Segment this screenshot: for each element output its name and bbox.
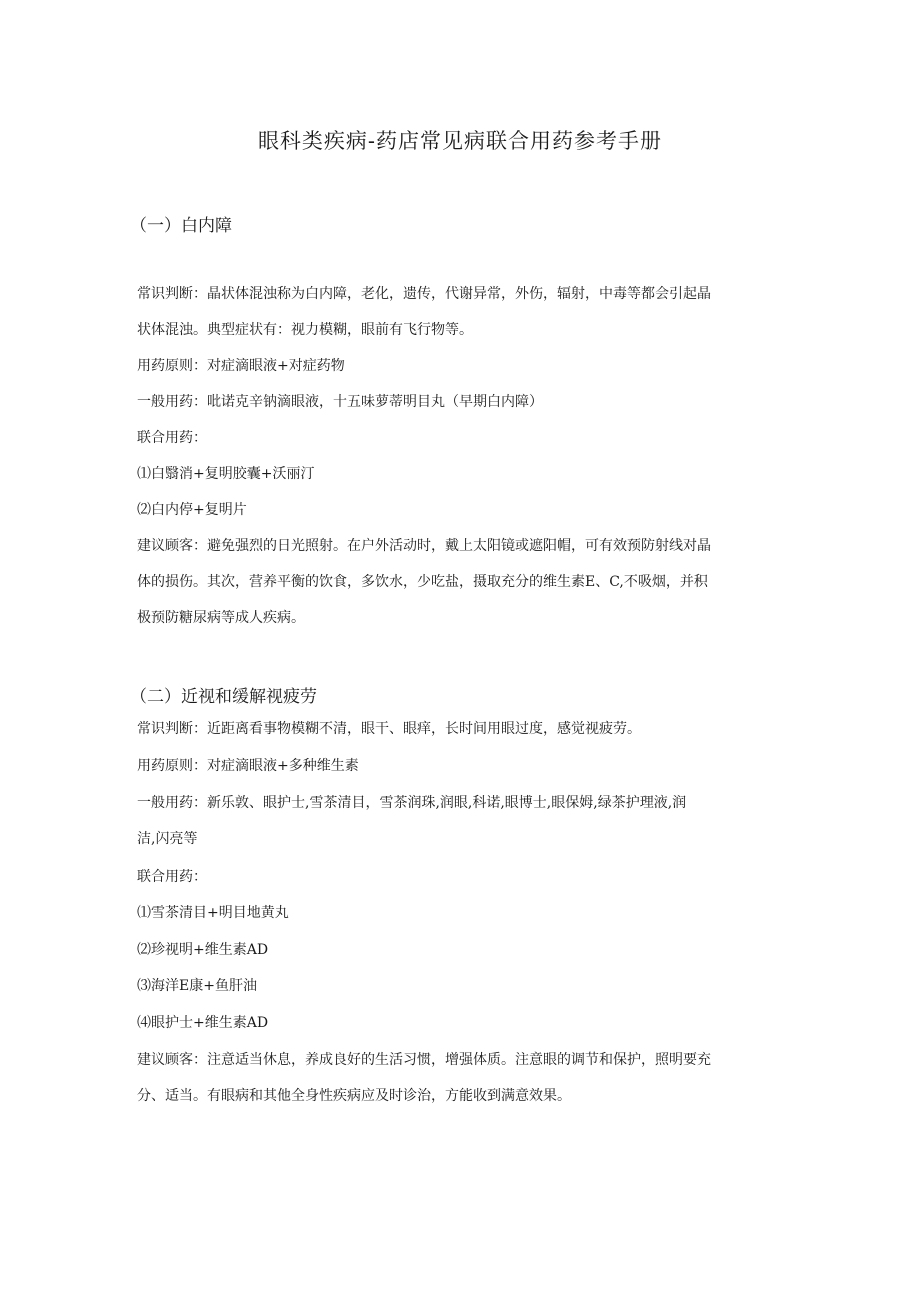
- combination-item: ⑶海洋E康+鱼肝油: [137, 978, 257, 994]
- general-medication: 一般用药：新乐敦、眼护士,雪茶清目，雪茶润珠,润眼,科诺,眼博士,眼保姆,绿茶护理液,润: [137, 795, 687, 811]
- combination-label: 联合用药：: [137, 869, 207, 885]
- general-medication: 洁,闪亮等: [137, 831, 198, 847]
- customer-advice: 体的损伤。其次，营养平衡的饮食，多饮水，少吃盐，摄取充分的维生素E、C,不吸烟，并积: [137, 574, 708, 590]
- combination-item: ⑴白翳消+复明胶囊+沃丽汀: [137, 466, 315, 482]
- customer-advice: 极预防糖尿病等成人疾病。: [137, 610, 305, 626]
- medication-principle: 用药原则：对症滴眼液+多种维生素: [137, 758, 359, 774]
- common-sense-text: 常识判断：晶状体混浊称为白内障，老化，遗传，代谢异常，外伤，辐射，中毒等都会引起晶: [137, 286, 711, 302]
- section-heading-myopia: （二）近视和缓解视疲劳: [130, 687, 317, 707]
- document-title: 眼科类疾病-药店常见病联合用药参考手册: [257, 129, 663, 153]
- customer-advice: 建议顾客：避免强烈的日光照射。在户外活动时，戴上太阳镜或遮阳帽，可有效预防射线对晶: [137, 538, 711, 554]
- section-heading-cataract: （一）白内障: [130, 216, 232, 236]
- combination-item: ⑵珍视明+维生素AD: [137, 942, 269, 958]
- customer-advice: 分、适当。有眼病和其他全身性疾病应及时诊治，方能收到满意效果。: [137, 1088, 571, 1104]
- general-medication: 一般用药：吡诺克辛钠滴眼液，十五味萝蒂明目丸（早期白内障）: [137, 394, 543, 410]
- combination-item: ⑴雪茶清目+明目地黄丸: [137, 905, 289, 921]
- combination-label: 联合用药：: [137, 430, 207, 446]
- combination-item: ⑵白内停+复明片: [137, 502, 247, 518]
- common-sense-text: 常识判断：近距离看事物模糊不清，眼干、眼痒，长时间用眼过度，感觉视疲劳。: [137, 721, 641, 737]
- medication-principle: 用药原则：对症滴眼液+对症药物: [137, 358, 345, 374]
- common-sense-text: 状体混浊。典型症状有：视力模糊，眼前有飞行物等。: [137, 322, 473, 338]
- combination-item: ⑷眼护士+维生素AD: [137, 1015, 269, 1031]
- customer-advice: 建议顾客：注意适当休息，养成良好的生活习惯，增强体质。注意眼的调节和保护，照明要充: [137, 1052, 711, 1068]
